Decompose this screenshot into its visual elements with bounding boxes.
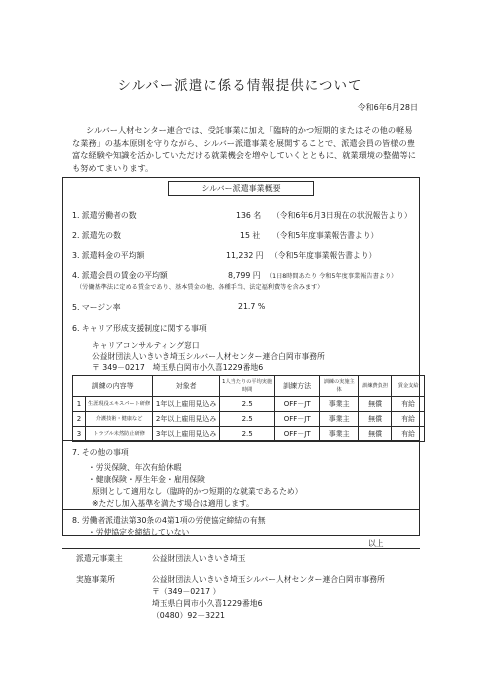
table-cell: 事業主 (320, 412, 359, 427)
table-header: 訓練方法 (275, 376, 320, 397)
item4-note: （1日8時間あたり 令和5年度事業報告書より） (266, 273, 398, 280)
table-cell: 生涯現役エキスパート研修 (86, 397, 153, 412)
footer-postal: 〒（349－0217 ） (152, 587, 221, 596)
table-cell: 有給 (392, 427, 425, 442)
item5-value: 21.7 % (238, 302, 266, 311)
end-mark: 以上 (368, 539, 384, 548)
item6-office-label: キャリアコンサルティング窓口 (92, 341, 200, 350)
item2-note: （令和5年度事業報告書より） (272, 231, 379, 240)
table-row (73, 397, 425, 412)
item7-line1: ・労災保険、年次有給休暇 (88, 463, 182, 472)
table-header: 賃金支給 (392, 376, 425, 397)
table-header: 訓練の実施主体 (320, 376, 359, 397)
table-cell: 有給 (392, 397, 425, 412)
table-header-row (73, 376, 425, 397)
section-divider (62, 509, 420, 510)
footer-divider (62, 548, 420, 549)
table-cell: OFF－JT (275, 427, 320, 442)
item6-office-name: 公益財団法人いきいき埼玉シルバー人材センター連合白岡市事務所 (92, 352, 325, 361)
item1-label: 1. 派遣労働者の数 (72, 211, 137, 220)
table-cell: 無償 (359, 427, 392, 442)
item3-note: （令和5年度事業報告書より） (270, 251, 377, 260)
table-cell: 無償 (359, 412, 392, 427)
table-cell: 事業主 (320, 397, 359, 412)
item4-label: 4. 派遣会員の賃金の平均額 (72, 271, 168, 280)
item8-line1: ・労使協定を締結していない (88, 528, 190, 537)
item2-value: 15 社 (240, 231, 261, 240)
footer-address: 埼玉県白岡市小久喜1229番地6 (152, 599, 263, 608)
table-cell: 介護技術・健康など (86, 412, 153, 427)
table-cell: OFF－JT (275, 412, 320, 427)
summary-box-title: シルバー派遣事業概要 (168, 181, 314, 196)
item6-label: 6. キャリア形成支援制度に関する事項 (72, 324, 207, 333)
table-header: 訓練費負担 (359, 376, 392, 397)
table-cell: トラブル未然防止研修 (86, 427, 153, 442)
table-cell: 2 (73, 412, 86, 427)
item7-label: 7. その他の事項 (72, 448, 129, 457)
item5-label: 5. マージン率 (72, 303, 121, 312)
item7-line4: ※ただし加入基準を満たす場合は適用します。 (92, 499, 254, 508)
table-cell: 2.5 (220, 427, 275, 442)
intro-paragraph (72, 124, 420, 174)
footer-office-label: 実施事業所 (76, 575, 115, 584)
table-row (73, 412, 425, 427)
section-divider (62, 440, 420, 441)
table-header: 訓練の内容等 (73, 376, 153, 397)
table-cell: 2.5 (220, 397, 275, 412)
item8-label: 8. 労働者派遣法第30条の4第1項の労使協定締結の有無 (72, 516, 266, 525)
item4-subnote: （労働基準法に定める賃金であり、基本賃金の他、各種手当、法定福利費等を含みます） (76, 284, 324, 291)
item4-value: 8,799 円 (228, 271, 261, 280)
footer-source-value: 公益財団法人いきいき埼玉 (152, 554, 246, 563)
item3-value: 11,232 円 (226, 251, 264, 260)
table-cell: 事業主 (320, 427, 359, 442)
footer-phone: （0480）92－3221 (152, 611, 225, 620)
table-header: 1人当たりの平均実施時間 (220, 376, 275, 397)
document-date: 令和6年6月28日 (357, 103, 418, 112)
table-cell: 1 (73, 397, 86, 412)
table-cell: 有給 (392, 412, 425, 427)
table-cell: OFF－JT (275, 397, 320, 412)
table-cell: 3 (73, 427, 86, 442)
table-header: 対象者 (153, 376, 220, 397)
page-title: シルバー派遣に係る情報提供について (117, 78, 363, 94)
item1-note: （令和6年6月3日現在の状況報告より） (272, 211, 412, 220)
intro-text: シルバー人材センター連合では、受託事業に加え「臨時的かつ短期的またはその他の軽易な業務」の基本原則を守りながら、シルバー派遣事業を展開することで、派遣会員の皆様の豊富な経験や知識を活かしていただける就業機会を増やしていくとともに、就業環境の整備等にも努めてまいります。 (72, 125, 416, 173)
table-cell: 1年以上雇用見込み (153, 397, 220, 412)
item2-label: 2. 派遣先の数 (72, 231, 121, 240)
training-table (72, 375, 425, 442)
table-cell: 2年以上雇用見込み (153, 412, 220, 427)
table-cell: 無償 (359, 397, 392, 412)
item3-label: 3. 派遣料金の平均額 (72, 251, 145, 260)
item1-value: 136 名 (236, 211, 262, 220)
item6-office-address: 〒 349－0217 埼玉県白岡市小久喜1229番地6 (92, 363, 264, 372)
item7-line2: ・健康保険・厚生年金・雇用保険 (88, 475, 205, 484)
table-cell: 2.5 (220, 412, 275, 427)
footer-office-name: 公益財団法人いきいき埼玉シルバー人材センター連合白岡市事務所 (152, 575, 385, 584)
footer-source-label: 派遣元事業主 (76, 554, 123, 563)
table-cell: 3年以上雇用見込み (153, 427, 220, 442)
item7-line3: 原則として適用なし（臨時的かつ短期的な就業であるため） (92, 487, 303, 496)
